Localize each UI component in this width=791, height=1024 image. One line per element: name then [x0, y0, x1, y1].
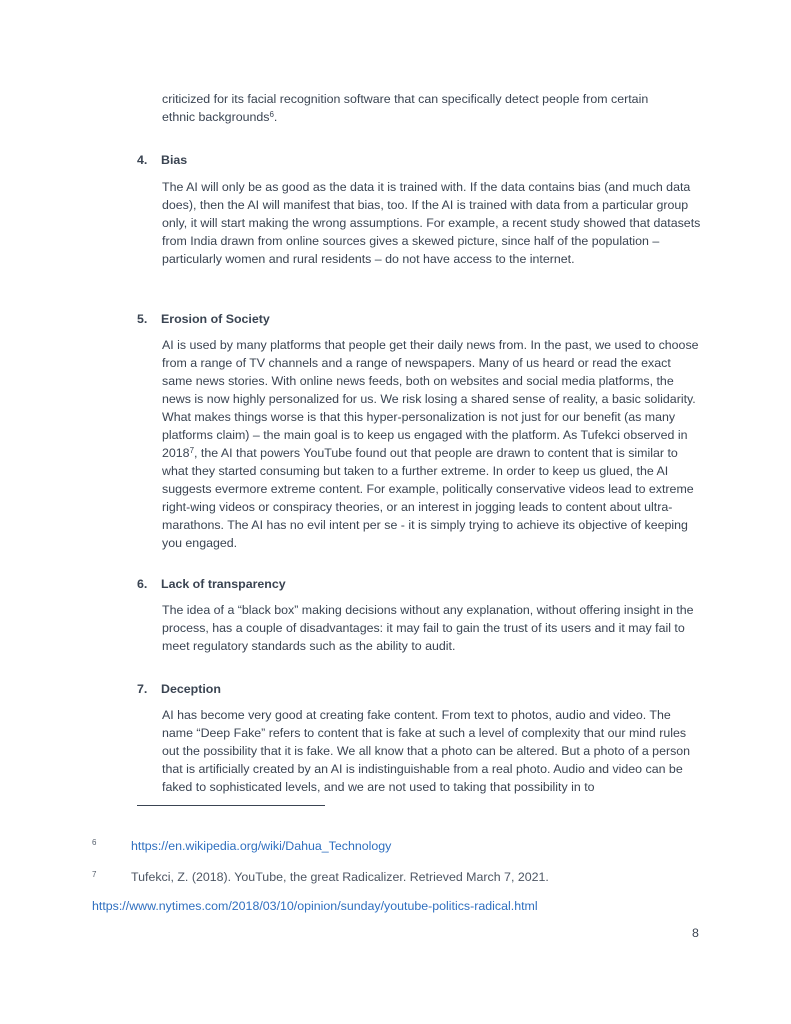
intro-paragraph: criticized for its facial recognition software that can specifically detect people from certain ethnic backgrounds$^6$. [162, 92, 649, 124]
section-number: 4. [137, 153, 148, 167]
section-title: Bias [161, 153, 188, 167]
footnote-7-link[interactable]: https://www.nytimes.com/2018/03/10/opinion/sunday/youtube-politics-radical.html [92, 899, 538, 913]
section-title: Deception [161, 682, 221, 696]
section-title: Lack of transparency [161, 577, 286, 591]
section-number: 5. [137, 312, 148, 326]
section-body-erosion-of-society: AI is used by many platforms that people get their daily news from. In the past, we used to choose from a range of TV channels and a range of newspapers. Many of us heard or read the exact same news stories. With online news feeds, both on websites and social media platforms, the news is now highly personalized for us. We risk losing a shared sense of reality, a basic solidarity. What makes things worse is that this hyper-personalization is not just for our benefit (as many platforms claim) – the main goal is to keep us engaged with the platform. As Tufekci observed in 2018$^7$, the AI that powers YouTube found out that people are drawn to content that is similar to what they started consuming but taken to a further extreme. In order to keep us glued, the AI suggests evermore extreme content. For example, politically conservative videos lead to extreme right-wing videos or conspiracy theories, or an interest in jogging leads to content about ultra-marathons. The AI has no evil intent per se - it is simply trying to achieve its objective of keeping you engaged. [162, 338, 699, 550]
section-body-lack-of-transparency: The idea of a “black box” making decisions without any explanation, without offering insight in the process, has a couple of disadvantages: it may fail to gain the trust of its users and it may fail to meet regulatory standards such as the ability to audit. [162, 603, 694, 653]
section-heading-lack-of-transparency [137, 575, 286, 593]
footnote-7-text: Tufekci, Z. (2018). YouTube, the great Radicalizer. Retrieved March 7, 2021. [131, 870, 549, 884]
footnote-number-6: 6 [92, 838, 97, 847]
section-title: Erosion of Society [161, 312, 270, 326]
section-heading-deception [137, 680, 221, 698]
page-number: 8 [692, 926, 699, 940]
footnote-separator [137, 805, 325, 806]
footnote-ref-6[interactable]: 6 [269, 110, 274, 119]
footnote-number-7: 7 [92, 870, 97, 879]
section-body-bias: The AI will only be as good as the data it is trained with. If the data contains bias (and much data does), then the AI will manifest that bias, too. If the AI is trained with data from a particular group only, it will start making the wrong assumptions. For example, a recent study showed that datasets from India drawn from online sources gives a skewed picture, since half of the population – particularly women and rural residents – do not have access to the internet. [162, 180, 701, 266]
section-heading-bias [137, 151, 187, 169]
section-body-deception: AI has become very good at creating fake content. From text to photos, audio and video. The name “Deep Fake” refers to content that is fake at such a level of complexity that our mind rules out the possibility that it is fake. We all know that a photo can be altered. But a photo of a person that is artificially created by an AI is indistinguishable from a real photo. Audio and video can be faked to sophisticated levels, and we are not used to taking that possibility in to [162, 708, 691, 794]
intro-line-1: criticized for its facial recognition software that can specifically detect people from certain [162, 92, 649, 106]
footnote-6-link[interactable]: https://en.wikipedia.org/wiki/Dahua_Technology [131, 839, 392, 853]
section-heading-erosion-of-society [137, 310, 270, 328]
section-number: 7. [137, 682, 148, 696]
footnote-ref-7[interactable]: 7 [189, 446, 195, 455]
section-number: 6. [137, 577, 148, 591]
intro-line-2: ethnic backgrounds [162, 110, 270, 124]
